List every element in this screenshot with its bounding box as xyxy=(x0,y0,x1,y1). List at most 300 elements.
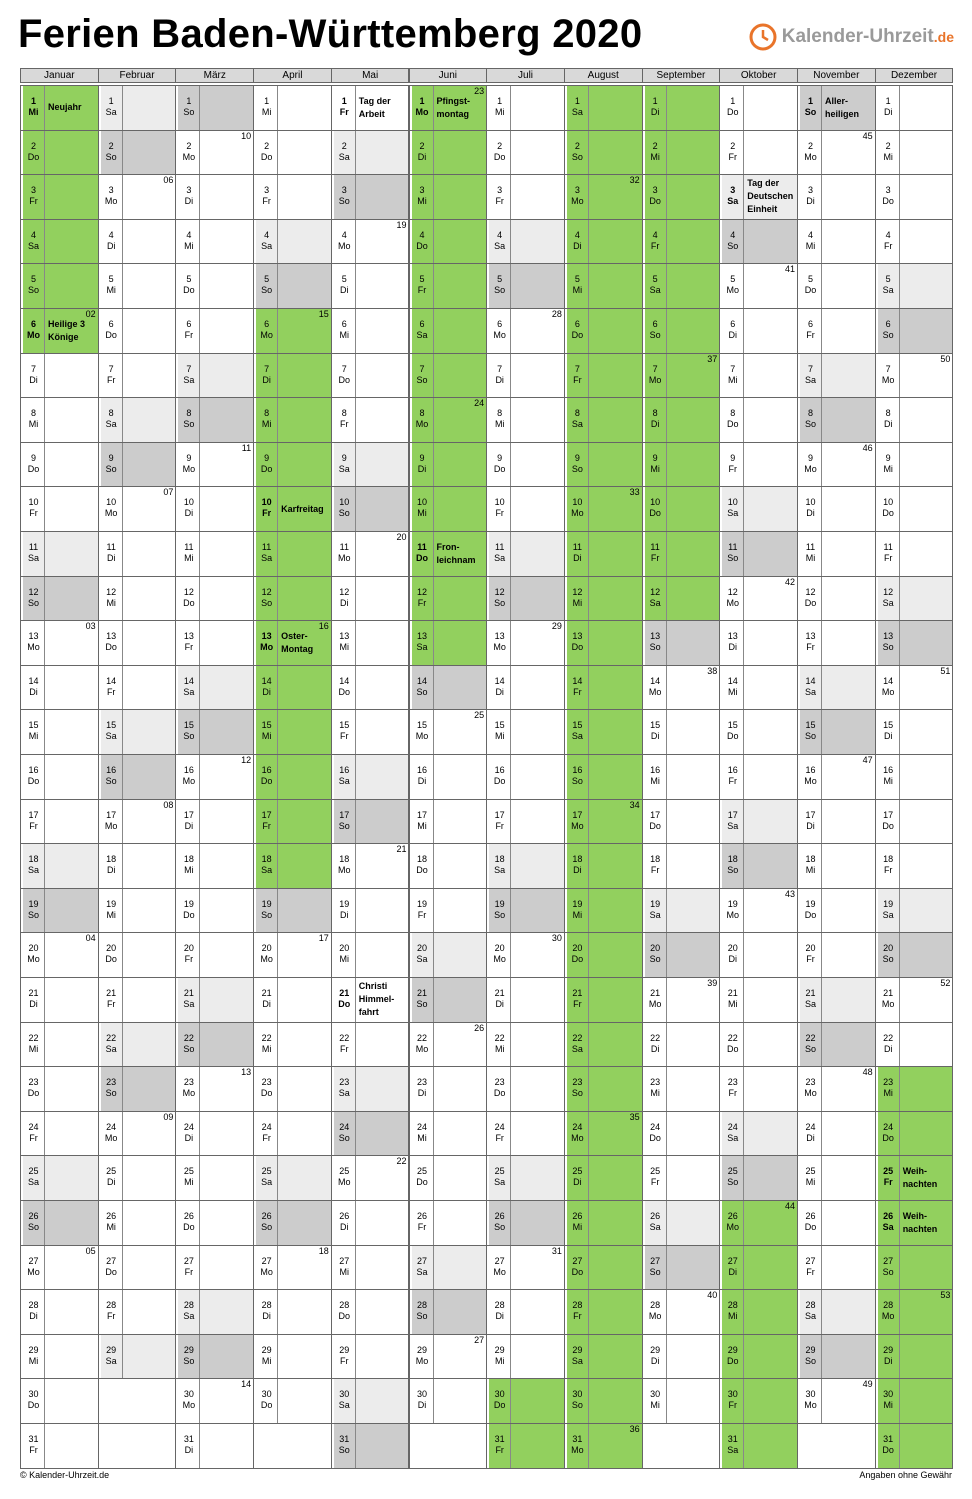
day-number: 2 xyxy=(807,140,813,151)
day-label xyxy=(178,1379,199,1423)
day-cell xyxy=(486,1066,565,1112)
day-label xyxy=(412,755,433,799)
day-cell xyxy=(175,799,254,845)
day-label xyxy=(334,1246,355,1290)
weekday-abbr: Di xyxy=(106,240,116,251)
day-number: 25 xyxy=(494,1166,505,1177)
day-label xyxy=(334,1335,355,1379)
day-number: 5 xyxy=(30,274,36,285)
day-label xyxy=(256,1067,277,1111)
day-cell xyxy=(20,1289,99,1335)
weekday-abbr: Di xyxy=(806,820,815,831)
weekday-abbr: Mi xyxy=(339,954,350,965)
day-number: 27 xyxy=(883,1255,894,1266)
weekday-abbr: So xyxy=(882,642,894,653)
day-entry xyxy=(355,1067,409,1111)
day-cell xyxy=(98,85,177,131)
month-header: Juni xyxy=(409,68,488,83)
week-number: 53 xyxy=(940,1290,951,1301)
day-number: 28 xyxy=(572,1300,583,1311)
day-label xyxy=(645,800,666,844)
weekday-abbr: Mi xyxy=(494,1043,505,1054)
day-number: 19 xyxy=(106,898,117,909)
day-label xyxy=(645,354,666,398)
day-label xyxy=(489,532,510,576)
weekday-abbr: Mi xyxy=(417,820,427,831)
day-entry xyxy=(666,1067,720,1111)
day-label xyxy=(334,175,355,219)
day-entry xyxy=(44,1335,98,1379)
day-entry xyxy=(510,1246,564,1290)
day-label xyxy=(334,86,355,130)
day-entry xyxy=(666,978,720,1022)
day-cell xyxy=(20,397,99,443)
day-entry xyxy=(899,755,953,799)
day-label xyxy=(101,844,122,888)
day-entry xyxy=(199,1379,253,1423)
weekday-abbr: Fr xyxy=(29,1132,38,1143)
day-label xyxy=(878,487,899,531)
day-number: 28 xyxy=(727,1300,738,1311)
day-cell xyxy=(98,709,177,755)
day-number: 27 xyxy=(572,1255,583,1266)
weekday-abbr: Sa xyxy=(494,1177,506,1188)
day-label xyxy=(722,666,743,710)
day-entry xyxy=(433,487,487,531)
day-entry xyxy=(743,933,797,977)
day-entry xyxy=(588,532,642,576)
weekday-abbr: So xyxy=(338,820,350,831)
day-label xyxy=(334,978,355,1022)
day-number: 15 xyxy=(572,720,583,731)
week-number: 51 xyxy=(940,665,951,676)
day-label xyxy=(800,264,821,308)
day-number: 16 xyxy=(339,765,350,775)
day-entry xyxy=(899,710,953,754)
day-entry xyxy=(44,1201,98,1245)
day-cell xyxy=(253,486,332,532)
day-label xyxy=(101,264,122,308)
weekday-abbr: Di xyxy=(573,865,582,876)
day-entry xyxy=(510,933,564,977)
day-cell xyxy=(564,397,643,443)
day-label xyxy=(800,577,821,621)
day-label xyxy=(178,978,199,1022)
day-label xyxy=(23,532,44,576)
day-cell xyxy=(642,174,721,220)
day-number: 13 xyxy=(572,631,583,642)
week-number: 12 xyxy=(241,755,252,765)
day-entry xyxy=(821,666,875,710)
day-number: 19 xyxy=(339,898,350,909)
day-label xyxy=(23,1424,44,1468)
weekday-abbr: Mi xyxy=(184,553,194,563)
day-cell xyxy=(642,486,721,532)
day-entry xyxy=(44,755,98,799)
day-label xyxy=(800,1201,821,1245)
day-cell xyxy=(719,1111,798,1157)
day-cell xyxy=(642,709,721,755)
day-cell xyxy=(175,531,254,577)
day-entry xyxy=(433,844,487,888)
weekday-abbr: Do xyxy=(27,151,40,162)
day-cell xyxy=(409,576,488,622)
day-entry xyxy=(588,755,642,799)
day-label xyxy=(567,532,588,576)
day-label xyxy=(878,621,899,665)
weekday-abbr: Sa xyxy=(338,151,350,162)
day-number: 7 xyxy=(264,363,270,374)
day-number: 27 xyxy=(339,1255,350,1266)
weekday-abbr: Mo xyxy=(182,463,196,474)
weekday-abbr: Mo xyxy=(571,820,584,831)
weekday-abbr: Mo xyxy=(726,285,740,296)
day-cell xyxy=(20,1022,99,1068)
day-label xyxy=(23,1290,44,1334)
day-cell xyxy=(564,1378,643,1424)
weekday-abbr: Mi xyxy=(805,553,816,563)
weekday-abbr: Sa xyxy=(183,1311,195,1322)
day-cell xyxy=(98,1111,177,1157)
day-entry xyxy=(743,844,797,888)
weekday-abbr: Sa xyxy=(105,107,117,117)
day-label xyxy=(878,1379,899,1423)
day-cell xyxy=(486,932,565,978)
day-number: 29 xyxy=(883,1344,894,1355)
weekday-abbr: Sa xyxy=(727,1445,739,1455)
day-label xyxy=(800,1067,821,1111)
day-number: 17 xyxy=(572,809,583,820)
day-cell xyxy=(20,486,99,532)
day-cell xyxy=(20,1155,99,1201)
day-label xyxy=(878,443,899,487)
day-number: 2 xyxy=(341,140,347,151)
day-label xyxy=(256,933,277,977)
day-entry xyxy=(122,755,176,799)
day-number: 14 xyxy=(339,675,350,686)
day-cell xyxy=(564,353,643,399)
day-cell xyxy=(642,665,721,711)
day-number: 14 xyxy=(727,675,738,686)
month-header: Mai xyxy=(331,68,410,83)
day-number: 27 xyxy=(650,1255,661,1266)
day-label xyxy=(178,1335,199,1379)
day-entry xyxy=(510,844,564,888)
day-number: 1 xyxy=(30,96,36,106)
day-cell xyxy=(175,85,254,131)
day-number: 16 xyxy=(28,765,39,775)
day-cell xyxy=(331,799,410,845)
day-entry xyxy=(277,443,331,487)
day-cell xyxy=(175,486,254,532)
day-number: 29 xyxy=(572,1344,583,1355)
weekday-abbr: Fr xyxy=(728,1400,738,1411)
day-number: 12 xyxy=(494,586,505,597)
weekday-abbr: Di xyxy=(106,553,116,563)
day-entry xyxy=(277,710,331,754)
day-entry xyxy=(510,175,564,219)
day-label xyxy=(800,398,821,442)
day-number: 9 xyxy=(186,452,192,463)
day-entry xyxy=(199,443,253,487)
weekday-abbr: Do xyxy=(571,954,584,965)
day-label xyxy=(567,220,588,264)
holiday-name: Tag der Deutschen Einheit xyxy=(747,178,794,215)
day-entry xyxy=(199,1156,253,1200)
weekday-abbr: So xyxy=(649,1266,661,1277)
weekday-abbr: Sa xyxy=(338,1400,350,1411)
day-number: 2 xyxy=(186,140,192,151)
day-entry xyxy=(44,443,98,487)
day-cell xyxy=(253,1200,332,1246)
day-number: 7 xyxy=(419,363,425,374)
weekday-abbr: Sa xyxy=(27,865,39,876)
weekday-abbr: So xyxy=(727,1177,739,1188)
day-label xyxy=(256,1156,277,1200)
day-label xyxy=(567,354,588,398)
day-entry xyxy=(44,1156,98,1200)
day-entry xyxy=(899,487,953,531)
day-cell xyxy=(98,263,177,309)
day-cell xyxy=(797,888,876,934)
day-cell xyxy=(331,843,410,889)
day-label xyxy=(412,131,433,175)
day-number: 4 xyxy=(497,229,503,240)
day-entry xyxy=(44,398,98,442)
weekday-abbr: Fr xyxy=(806,954,815,965)
week-number: 22 xyxy=(396,1156,407,1167)
holiday-name: Pfingst-montag xyxy=(436,95,470,119)
day-cell xyxy=(486,754,565,800)
day-cell xyxy=(797,219,876,265)
weekday-abbr: Do xyxy=(27,463,40,474)
day-label xyxy=(800,86,821,130)
day-label xyxy=(334,1112,355,1156)
day-entry xyxy=(433,398,487,442)
day-number: 31 xyxy=(572,1434,583,1444)
day-label xyxy=(334,532,355,576)
day-number: 10 xyxy=(28,497,39,508)
weekday-abbr: Do xyxy=(727,1043,739,1054)
day-entry xyxy=(433,1112,487,1156)
day-number: 25 xyxy=(572,1166,583,1177)
month-header: Juli xyxy=(486,68,565,83)
day-cell xyxy=(875,932,954,978)
day-number: 23 xyxy=(339,1077,350,1088)
day-entry xyxy=(122,978,176,1022)
day-cell xyxy=(98,1066,177,1112)
day-number: 1 xyxy=(186,96,192,106)
week-number: 52 xyxy=(940,978,951,988)
day-label xyxy=(412,933,433,977)
day-number: 1 xyxy=(885,96,891,106)
week-number: 34 xyxy=(629,799,640,810)
day-cell xyxy=(564,620,643,666)
day-entry xyxy=(899,309,953,353)
weekday-abbr: Di xyxy=(262,374,271,385)
day-number: 14 xyxy=(572,675,583,686)
day-label xyxy=(23,309,44,353)
day-number: 31 xyxy=(339,1434,350,1444)
day-entry xyxy=(510,354,564,398)
day-label xyxy=(178,889,199,933)
weekday-abbr: Sa xyxy=(27,553,39,563)
day-cell xyxy=(564,1022,643,1068)
weekday-abbr: So xyxy=(27,1222,39,1232)
day-label xyxy=(800,443,821,487)
day-label xyxy=(101,800,122,844)
day-label xyxy=(489,1156,510,1200)
day-label xyxy=(334,577,355,621)
day-entry xyxy=(899,1335,953,1379)
day-cell xyxy=(719,977,798,1023)
weekday-abbr: Sa xyxy=(649,285,661,296)
day-number: 6 xyxy=(264,319,270,329)
day-number: 24 xyxy=(261,1121,272,1132)
day-cell xyxy=(253,1334,332,1380)
weekday-abbr: So xyxy=(494,597,506,608)
month-header: April xyxy=(253,68,332,83)
page-title: Ferien Baden-Württemberg 2020 xyxy=(18,12,643,56)
day-label xyxy=(256,487,277,531)
day-number: 6 xyxy=(807,319,813,329)
day-label xyxy=(722,978,743,1022)
weekday-abbr: Do xyxy=(882,1445,894,1455)
weekday-abbr: Di xyxy=(883,1043,893,1054)
day-number: 18 xyxy=(650,854,661,865)
day-entry xyxy=(122,889,176,933)
day-label xyxy=(878,1424,899,1468)
weekday-abbr: Mi xyxy=(805,240,816,251)
weekday-abbr: Mi xyxy=(883,463,893,474)
day-entry xyxy=(199,577,253,621)
weekday-abbr: Do xyxy=(571,642,584,653)
weekday-abbr: Mi xyxy=(572,597,583,608)
day-entry xyxy=(44,354,98,398)
weekday-abbr: So xyxy=(416,374,428,385)
day-label xyxy=(722,577,743,621)
day-number: 7 xyxy=(885,363,891,374)
day-entry xyxy=(277,175,331,219)
day-number: 8 xyxy=(419,408,425,419)
weekday-abbr: Di xyxy=(495,1311,504,1322)
day-entry xyxy=(122,220,176,264)
day-entry xyxy=(666,844,720,888)
day-cell xyxy=(719,932,798,978)
weekday-abbr: Do xyxy=(260,776,273,786)
day-cell xyxy=(175,1378,254,1424)
day-cell xyxy=(719,85,798,131)
week-number: 25 xyxy=(474,710,485,721)
day-number: 29 xyxy=(494,1344,505,1355)
day-entry xyxy=(510,487,564,531)
weekday-abbr: Di xyxy=(340,597,349,608)
day-label xyxy=(178,1067,199,1111)
day-cell xyxy=(409,665,488,711)
day-number: 28 xyxy=(416,1300,427,1311)
day-label xyxy=(178,1112,199,1156)
day-entry xyxy=(277,621,331,665)
day-number: 24 xyxy=(106,1121,117,1132)
weekday-abbr: Mo xyxy=(493,330,506,340)
day-cell xyxy=(564,1066,643,1112)
day-label xyxy=(101,1112,122,1156)
day-entry xyxy=(666,800,720,844)
day-label xyxy=(178,175,199,219)
day-number: 2 xyxy=(574,140,580,151)
day-cell xyxy=(875,754,954,800)
day-label xyxy=(23,844,44,888)
day-label xyxy=(800,309,821,353)
day-cell xyxy=(875,620,954,666)
day-number: 3 xyxy=(885,185,891,196)
day-number: 8 xyxy=(574,408,580,419)
day-cell xyxy=(564,665,643,711)
day-number: 11 xyxy=(417,542,427,552)
day-entry xyxy=(743,889,797,933)
weekday-abbr: Sa xyxy=(882,597,894,608)
day-label xyxy=(878,86,899,130)
day-entry xyxy=(666,1112,720,1156)
day-number: 24 xyxy=(183,1121,194,1132)
day-label xyxy=(800,1112,821,1156)
day-number: 3 xyxy=(30,185,36,196)
day-number: 27 xyxy=(28,1255,39,1266)
day-number: 28 xyxy=(28,1300,39,1311)
day-label xyxy=(256,710,277,754)
weekday-abbr: So xyxy=(416,1311,428,1322)
day-label xyxy=(256,86,277,130)
day-label xyxy=(489,487,510,531)
week-number: 28 xyxy=(551,309,562,319)
day-entry xyxy=(355,978,409,1022)
day-cell xyxy=(409,888,488,934)
weekday-abbr: Fr xyxy=(29,196,38,207)
weekday-abbr: Di xyxy=(650,107,660,117)
day-cell xyxy=(253,1066,332,1112)
day-number: 25 xyxy=(650,1166,661,1177)
day-entry xyxy=(743,710,797,754)
day-cell xyxy=(875,665,954,711)
weekday-abbr: Mo xyxy=(27,642,40,653)
weekday-abbr: So xyxy=(27,285,39,296)
day-label xyxy=(489,577,510,621)
day-entry xyxy=(122,1156,176,1200)
day-entry xyxy=(510,666,564,710)
day-entry xyxy=(44,264,98,308)
day-label xyxy=(878,889,899,933)
weekday-abbr: Do xyxy=(727,419,739,430)
day-label xyxy=(489,1379,510,1423)
weekday-abbr: Mi xyxy=(883,151,893,162)
day-number: 9 xyxy=(341,452,347,463)
day-cell xyxy=(642,932,721,978)
day-entry xyxy=(277,1246,331,1290)
day-entry xyxy=(510,577,564,621)
day-label xyxy=(722,1201,743,1245)
day-entry xyxy=(899,1156,953,1200)
day-cell xyxy=(719,576,798,622)
weekday-abbr: So xyxy=(571,151,583,162)
day-cell xyxy=(719,1289,798,1335)
day-number: 9 xyxy=(497,452,503,463)
day-label xyxy=(645,666,666,710)
day-label xyxy=(645,220,666,264)
day-entry xyxy=(899,1290,953,1334)
day-number: 24 xyxy=(494,1121,505,1132)
weekday-abbr: Mi xyxy=(728,686,738,697)
day-number: 24 xyxy=(572,1121,583,1132)
